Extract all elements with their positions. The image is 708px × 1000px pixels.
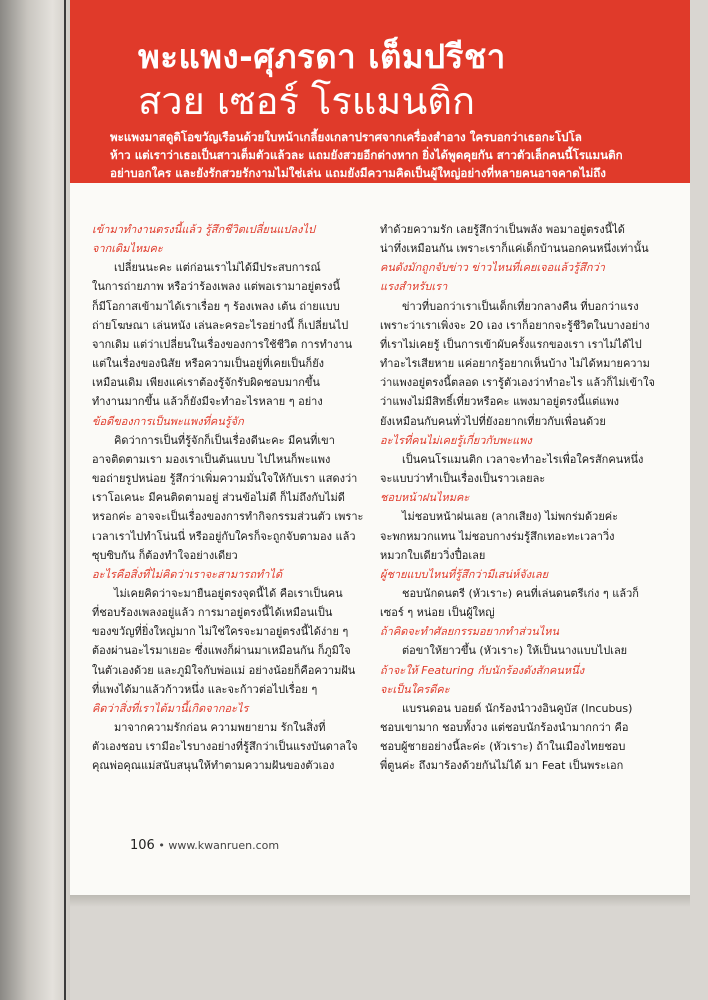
- answer-line: อาจติดตามเรา มองเราเป็นต้นแบบ ไปไหนก็พะแพง: [92, 452, 331, 466]
- interview-question: จากเดิมไหมคะ: [92, 242, 163, 256]
- headline-tagline: สวย เซอร์ โรแมนติก: [138, 79, 475, 123]
- answer-line: ที่ชอบร้องเพลงอยู่แล้ว การมาอยู่ตรงนี้ได้เหมือนเป็น: [92, 606, 333, 620]
- answer-line: ทำด้วยความรัก เลยรู้สึกว่าเป็นพลัง พอมาอยู่ตรงนี้ได้: [380, 223, 625, 236]
- answer-line: ทำงานมากขึ้น แล้วก็ยังมีจะทำอะไรหลาย ๆ อย่าง: [92, 395, 323, 409]
- interview-question: ผู้ชายแบบไหนที่รู้สึกว่ามีเสน่ห์จังเลย: [380, 567, 549, 581]
- page-footer: [130, 838, 279, 853]
- answer-line: ที่เราไม่เคยรู้ เป็นการเข้าผับครั้งแรกของเรา เราไม่ได้ไป: [380, 337, 642, 351]
- intro-line: พะแพงมาสดูดิโอขวัญเรือนด้วยใบหน้าเกลี้ยงเกลาปราศจากเครื่องสำอาง ใครบอกว่าเธอกะโปโล: [110, 130, 582, 144]
- answer-line: ก็มีโอกาสเข้ามาได้เราเรื่อย ๆ ร้องเพลง เต้น ถ่ายแบบ: [92, 299, 340, 313]
- answer-line: หรอกค่ะ อาจจะเป็นเรื่องของการทำกิจกรรมส่วนตัว เพราะ: [92, 510, 364, 524]
- answer-line: ชอบเขามาก ชอบทั้งวง แต่ชอบนักร้องนำมากกว่า คือ: [380, 721, 629, 735]
- answer-line: ถ่ายโฆษณา เล่นหนัง เล่นละครอะไรอย่างนี้ ก็เปลี่ยนไป: [92, 318, 349, 332]
- answer-line: ในการถ่ายภาพ หรือว่าร้องเพลง แต่พอเรามาอยู่ตรงนี้: [92, 280, 341, 294]
- answer-line: ไม่เคยคิดว่าจะมายืนอยู่ตรงจุดนี้ได้ คือเราเป็นคน: [114, 586, 343, 600]
- answer-line: แบรนดอน บอยด์ นักร้องนำวงอินคูบัส (Incubus): [402, 701, 633, 715]
- answer-line: จากเดิม แต่ว่าเปลี่ยนในเรื่องของการใช้ชีวิต การทำงาน: [92, 337, 353, 351]
- intro-line: ห้าว แต่เราว่าเธอเป็นสาวเต็มตัวแล้วละ แถมยังสวยอีกต่างหาก ยิ่งได้พูดคุยกัน สาวตัวเล็กคนนี้โรแมนติก: [110, 148, 623, 162]
- answer-line: คิดว่าการเป็นที่รู้จักก็เป็นเรื่องดีนะคะ มีคนที่เขา: [114, 433, 335, 447]
- interview-question: เข้ามาทำงานตรงนี้แล้ว รู้สึกชีวิตเปลี่ยนแปลงไป: [92, 223, 316, 236]
- interview-question: คนดังมักถูกจับข่าว ข่าวไหนที่เคยเจอแล้วรู้สึกว่า: [380, 261, 605, 275]
- answer-line: ไม่ชอบหน้าฝนเลย (ลากเสียง) ไม่พกร่มด้วยค่ะ: [402, 510, 619, 524]
- intro-paragraph: [110, 128, 670, 182]
- answer-line: ต้องผ่านอะไรมาเยอะ ซึ่งแพงก็ผ่านมาเหมือนกัน ก็ภูมิใจ: [92, 644, 351, 658]
- answer-line: ที่แพงได้มาแล้วก้าวหนึ่ง และจะก้าวต่อไปเรื่อย ๆ: [92, 682, 318, 696]
- answer-line: ชอบนักดนตรี (หัวเราะ) คนที่เล่นดนตรีเก่ง ๆ แล้วก็: [402, 586, 639, 600]
- answer-line: เวลาเราไปทำโน่นนี่ หรืออยู่กับใครก็จะถูกจับตามอง แล้ว: [92, 529, 356, 543]
- answer-line: พี่ตูนค่ะ ถึงมาร้องด้วยกันไม่ได้ มา Feat เป็นพระเอก: [380, 759, 624, 773]
- left-text-column: [92, 220, 364, 776]
- interview-question: ถ้าจะให้ Featuring กับนักร้องดังสักคนหนึ่ง: [380, 663, 585, 677]
- answer-line: ซุบซิบกัน ก็ต้องทำใจอย่างเดียว: [92, 548, 238, 562]
- answer-line: ทำอะไรเสียหาย แค่อยากรู้อยากเห็นบ้าง ไม่ได้หมายความ: [380, 357, 650, 371]
- answer-line: เราโอเคนะ มีคนติดตามอยู่ ส่วนข้อไม่ดี ก็ไม่ถึงกับไม่ดี: [92, 491, 345, 505]
- answer-line: เป็นคนโรแมนติก เวลาจะทำอะไรเพื่อใครสักคนหนึ่ง: [402, 452, 644, 466]
- answer-line: จะพกหมวกแทน ไม่ชอบกางร่มรู้สึกเทอะทะเวลาวิ่ง: [380, 529, 615, 543]
- interview-question: ชอบหน้าฝนไหมคะ: [380, 491, 470, 505]
- interview-question: แรงสำหรับเรา: [380, 280, 448, 294]
- answer-line: แต่ในเรื่องของนิสัย หรือความเป็นอยู่ที่เคยเป็นก็ยัง: [92, 357, 325, 371]
- answer-line: หมวกใบเดียววิ่งปื๋อเลย: [380, 548, 486, 562]
- title-banner: [70, 0, 690, 183]
- page-number: 106: [130, 838, 155, 853]
- interview-question: อะไรที่คนไม่เคยรู้เกี่ยวกับพะแพง: [380, 433, 532, 447]
- spine-crease: [64, 0, 66, 1000]
- answer-line: ข่าวที่บอกว่าเราเป็นเด็กเที่ยวกลางคืน ที่บอกว่าแรง: [402, 299, 639, 313]
- interview-question: ข้อดีของการเป็นพะแพงที่คนรู้จัก: [92, 414, 244, 428]
- answer-line: ต่อขาให้ยาวขึ้น (หัวเราะ) ให้เป็นนางแบบไปเลย: [402, 644, 628, 658]
- interview-question: อะไรคือสิ่งที่ไม่คิดว่าเราจะสามารถทำได้: [92, 567, 283, 581]
- right-text-column: [380, 220, 655, 776]
- answer-line: ชอบผู้ชายอย่างนี้ละค่ะ (หัวเราะ) ถ้าในเมืองไทยชอบ: [380, 740, 626, 754]
- book-spine: [0, 0, 70, 1000]
- answer-line: เพราะว่าเราเพิ่งจะ 20 เอง เราก็อยากจะรู้ชีวิตในบางอย่าง: [380, 318, 650, 332]
- answer-line: จะแบบว่าทำเป็นเรื่องเป็นราวเลยละ: [380, 472, 546, 486]
- website-url: www.kwanruen.com: [168, 839, 280, 852]
- answer-line: เซอร์ ๆ หน่อย เป็นผู้ใหญ่: [380, 606, 495, 620]
- answer-line: น่าทึ่งเหมือนกัน เพราะเราก็แค่เด็กบ้านนอกคนหนึ่งเท่านั้น: [380, 242, 649, 256]
- answer-line: ตัวเองชอบ เรามีอะไรบางอย่างที่รู้สึกว่าเป็นแรงบันดาลใจ: [92, 740, 358, 754]
- answer-line: ว่าแพงอยู่ตรงนี้ตลอด เรารู้ตัวเองว่าทำอะไร แล้วก็ไม่เข้าใจ: [380, 376, 655, 390]
- answer-line: ยังเหมือนกับคนทั่วไปที่ยังอยากเที่ยวกับเพื่อนด้วย: [380, 414, 606, 428]
- answer-line: ขอถ่ายรูปหน่อย รู้สึกว่าเพิ่มความมั่นใจให้กับเรา แสดงว่า: [92, 472, 358, 486]
- answer-line: เปลี่ยนนะคะ แต่ก่อนเราไม่ได้มีประสบการณ์: [114, 261, 321, 275]
- footer-bullet: •: [158, 839, 169, 852]
- answer-line: มาจากความรักก่อน ความพยายาม รักในสิ่งที่: [114, 721, 326, 735]
- answer-line: ในตัวเองด้วย และภูมิใจกับพ่อแม่ อย่างน้อยก็คือความฝัน: [92, 663, 356, 677]
- interview-question: คิดว่าสิ่งที่เราได้มานี้เกิดจากอะไร: [92, 701, 249, 715]
- answer-line: เหมือนเดิม เพียงแค่เราต้องรู้จักรับผิดชอบมากขึ้น: [92, 376, 320, 390]
- answer-line: คุณพ่อคุณแม่สนับสนุนให้ทำตามความฝันของตัวเอง: [92, 759, 335, 773]
- interview-question: จะเป็นใครดีคะ: [380, 682, 450, 696]
- page-edge-shadow: [70, 895, 690, 907]
- headline-name: พะแพง-ศุภรดา เต็มปรีชา: [138, 37, 506, 76]
- intro-line: อย่าบอกใคร และยังรักสวยรักงามไม่ใช่เล่น แถมยังมีความคิดเป็นผู้ใหญ่อย่างที่หลายคนอาจคาดไม่ถึง: [110, 166, 606, 180]
- answer-line: ของขวัญที่ยิ่งใหญ่มาก ไม่ใช่ใครจะมาอยู่ตรงนี้ได้ง่าย ๆ: [92, 625, 349, 639]
- interview-question: ถ้าคิดจะทำศัลยกรรมอยากทำส่วนไหน: [380, 625, 560, 639]
- answer-line: ว่าแพงไม่มีสิทธิ์เที่ยวหรือคะ แพงมาอยู่ตรงนี้แต่แพง: [380, 395, 620, 409]
